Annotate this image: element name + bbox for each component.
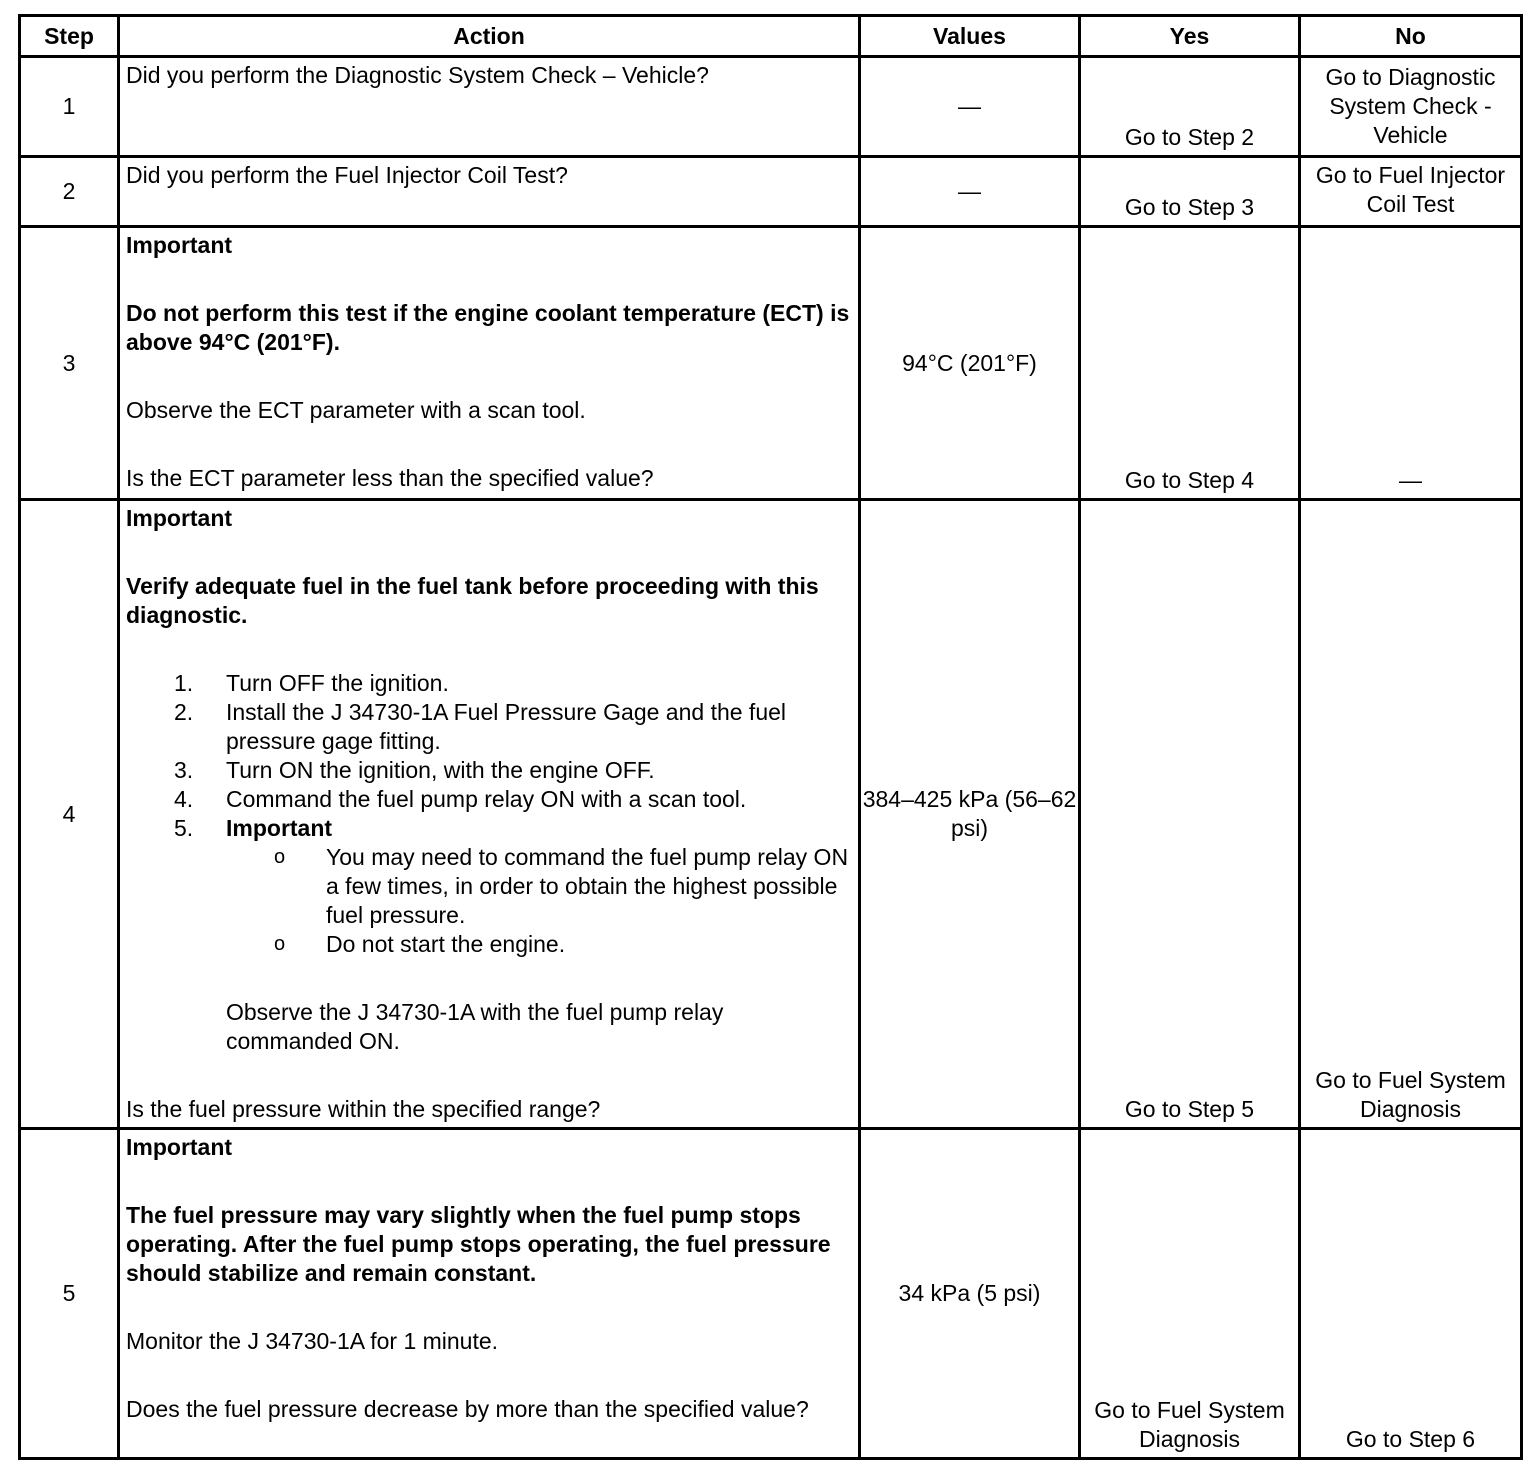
question-text: Is the ECT parameter less than the specified value? [126, 465, 654, 491]
table-row [20, 1129, 1522, 1459]
action-cell [119, 1129, 860, 1459]
yes-cell: Go to Step 3 [1080, 157, 1300, 227]
no-cell: Go to Fuel System Diagnosis [1300, 500, 1522, 1129]
table-row [20, 500, 1522, 1129]
question-text: Is the fuel pressure within the specified range? [126, 1096, 601, 1122]
value-cell: — [860, 157, 1080, 227]
list-item: 1. Turn OFF the ignition. [174, 670, 449, 696]
value-cell: 34 kPa (5 psi) [860, 1129, 1080, 1459]
action-cell [119, 227, 860, 500]
header-step: Step [20, 16, 119, 57]
header-yes: Yes [1080, 16, 1300, 57]
table-row [20, 57, 1522, 157]
warning-text: Do not perform this test if the engine coolant temperature (ECT) is above 94°C (201°F). [126, 300, 850, 355]
no-cell: — [1300, 227, 1522, 500]
yes-cell: Go to Step 5 [1080, 500, 1300, 1129]
header-values: Values [860, 16, 1080, 57]
instruction-text: Observe the ECT parameter with a scan tool. [126, 397, 586, 423]
value-cell: 384–425 kPa (56–62 psi) [860, 500, 1080, 1129]
action-cell [119, 57, 860, 157]
bullet-list [274, 843, 852, 959]
value-cell: — [860, 57, 1080, 157]
header-action: Action [119, 16, 860, 57]
important-label: Important [126, 232, 233, 258]
action-cell [119, 157, 860, 227]
question-text: Did you perform the Fuel Injector Coil Test? [126, 162, 568, 188]
list-item: 5. Important [174, 815, 333, 841]
step-number: 1 [20, 57, 119, 157]
list-item: o You may need to command the fuel pump relay ON a few times, in order to obtain the highest possible fuel pressure. [274, 844, 849, 928]
important-label: Important [126, 505, 233, 531]
action-cell [119, 500, 860, 1129]
warning-text: Verify adequate fuel in the fuel tank before proceeding with this diagnostic. [126, 573, 819, 628]
question-text: Does the fuel pressure decrease by more than the specified value? [126, 1396, 809, 1422]
bullet-icon: o [274, 933, 286, 955]
no-cell: Go to Fuel Injector Coil Test [1300, 157, 1522, 227]
substep-list [174, 669, 852, 843]
no-cell: Go to Diagnostic System Check - Vehicle [1300, 57, 1522, 157]
observe-text: Observe the J 34730-1A with the fuel pump relay commanded ON. [226, 999, 724, 1054]
important-label: Important [126, 1134, 233, 1160]
step-number: 3 [20, 227, 119, 500]
yes-cell: Go to Step 4 [1080, 227, 1300, 500]
list-item: 3. Turn ON the ignition, with the engine OFF. [174, 757, 655, 783]
step-number: 2 [20, 157, 119, 227]
instruction-text: Monitor the J 34730-1A for 1 minute. [126, 1328, 499, 1354]
list-item: 2. Install the J 34730-1A Fuel Pressure Gage and the fuel pressure gage fitting. [174, 699, 787, 754]
list-item: o Do not start the engine. [274, 931, 566, 957]
bullet-icon: o [274, 846, 286, 868]
question-text: Did you perform the Diagnostic System Check – Vehicle? [126, 62, 709, 88]
header-no: No [1300, 16, 1522, 57]
yes-cell: Go to Step 2 [1080, 57, 1300, 157]
yes-cell: Go to Fuel System Diagnosis [1080, 1129, 1300, 1459]
diagnostic-table [18, 14, 1523, 1460]
list-item: 4. Command the fuel pump relay ON with a scan tool. [174, 786, 747, 812]
no-cell: Go to Step 6 [1300, 1129, 1522, 1459]
table-row [20, 157, 1522, 227]
value-cell: 94°C (201°F) [860, 227, 1080, 500]
table-row [20, 227, 1522, 500]
step-number: 4 [20, 500, 119, 1129]
step-number: 5 [20, 1129, 119, 1459]
warning-text: The fuel pressure may vary slightly when the fuel pump stops operating. After the fuel pump stops operating, the fuel pressure should stabilize and remain constant. [126, 1202, 831, 1286]
header-row [20, 16, 1522, 57]
